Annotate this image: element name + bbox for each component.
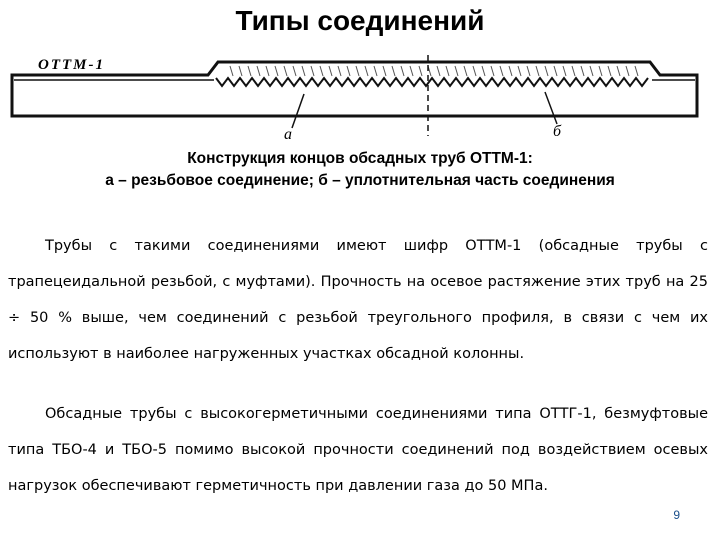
paragraph-2: Обсадные трубы с высокогерметичными соединениями типа ОТТГ-1, безмуфтовые типа ТБО-4 и ТБО-5 помимо высокой прочности соединений под воздействием осевых нагрузок обеспечивают герметичность при давлении газа до 50 МПа.	[8, 406, 708, 494]
hatch-stroke	[392, 66, 395, 76]
hatch-stroke	[500, 66, 503, 76]
hatch-stroke	[338, 66, 341, 76]
hatch-stroke	[266, 66, 269, 76]
hatch-stroke	[275, 66, 278, 76]
hatch-stroke	[446, 66, 449, 76]
hatch-stroke	[572, 66, 575, 76]
hatch-stroke	[554, 66, 557, 76]
hatch-stroke	[491, 66, 494, 76]
caption-line-1: Конструкция концов обсадных труб ОТТМ-1:	[187, 150, 533, 167]
hatch-stroke	[527, 66, 530, 76]
callout-a: а	[284, 126, 292, 140]
figure-caption	[0, 148, 720, 192]
hatch-stroke	[437, 66, 440, 76]
hatch-stroke	[410, 66, 413, 76]
caption-line-2: а – резьбовое соединение; б – уплотнительная часть соединения	[105, 172, 615, 189]
hatch-stroke	[464, 66, 467, 76]
page-number: 9	[673, 508, 680, 522]
hatch-stroke	[536, 66, 539, 76]
hatch-stroke	[518, 66, 521, 76]
hatch-stroke	[239, 66, 242, 76]
hatch-stroke	[311, 66, 314, 76]
hatch-stroke	[347, 66, 350, 76]
hatch-stroke	[473, 66, 476, 76]
hatch-stroke	[455, 66, 458, 76]
hatch-stroke	[302, 66, 305, 76]
hatch-stroke	[482, 66, 485, 76]
hatch-stroke	[590, 66, 593, 76]
hatch-stroke	[329, 66, 332, 76]
slide-title: Типы соединений	[235, 5, 485, 36]
leader-line-b	[545, 92, 557, 124]
pipe-connection-drawing	[0, 40, 720, 140]
hatch-stroke	[599, 66, 602, 76]
hatch-stroke	[248, 66, 251, 76]
hatch-stroke	[563, 66, 566, 76]
hatch-stroke	[581, 66, 584, 76]
hatch-stroke	[374, 66, 377, 76]
coupling-outline	[12, 62, 697, 116]
hatch-stroke	[626, 66, 629, 76]
leader-line-a	[292, 94, 304, 128]
callout-b: б	[553, 123, 562, 140]
hatch-stroke	[617, 66, 620, 76]
hatch-stroke	[635, 66, 638, 76]
paragraph-1: Трубы с такими соединениями имеют шифр ОТТМ-1 (обсадные трубы с трапецеидальной резьбой, с муфтами). Прочность на осевое растяжение этих труб на 25 ÷ 50 % выше, чем соединений с резьбой треугольного профиля, в связи с чем их используют в наиболее нагруженных участках обсадной колонны.	[8, 238, 708, 362]
hatch-stroke	[383, 66, 386, 76]
hatch-stroke	[257, 66, 260, 76]
hatch-stroke	[230, 66, 233, 76]
hatch-stroke	[365, 66, 368, 76]
hatch-stroke	[401, 66, 404, 76]
drawing-tag-label: ОТТМ-1	[38, 57, 105, 73]
hatch-stroke	[509, 66, 512, 76]
hatch-stroke	[545, 66, 548, 76]
hatch-stroke	[419, 66, 422, 76]
hatch-stroke	[608, 66, 611, 76]
hatch-stroke	[284, 66, 287, 76]
hatch-stroke	[293, 66, 296, 76]
thread-hatching	[230, 66, 638, 76]
thread-line	[216, 78, 648, 86]
hatch-stroke	[356, 66, 359, 76]
hatch-stroke	[320, 66, 323, 76]
